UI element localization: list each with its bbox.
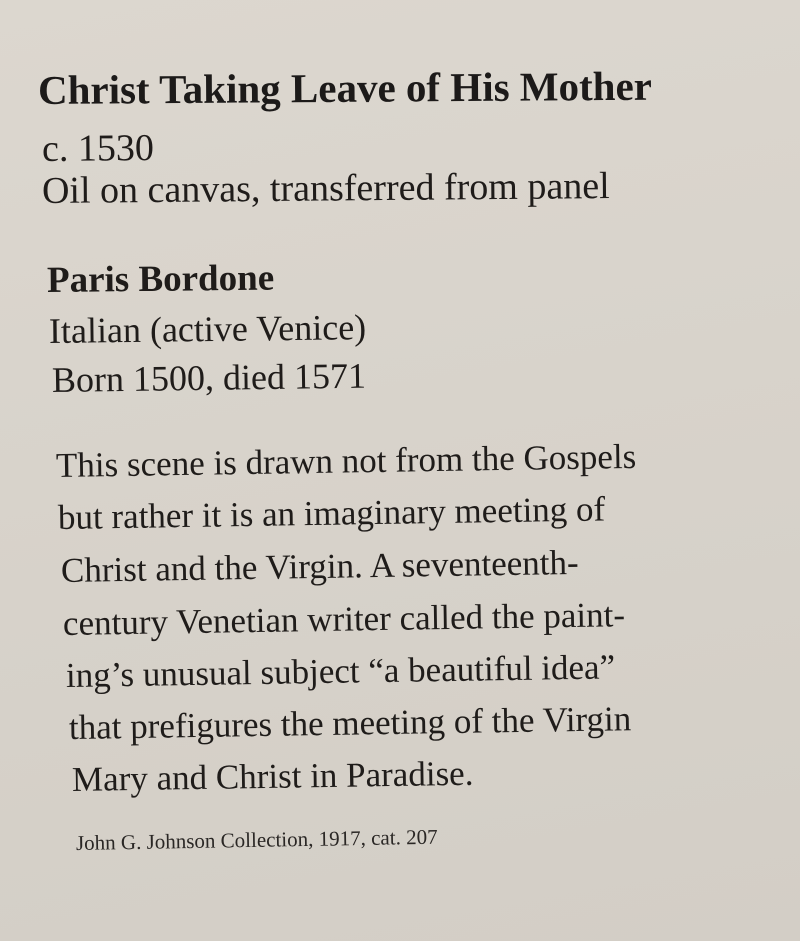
description-line: but rather it is an imaginary meeting of [57, 489, 606, 537]
artist-name: Paris Bordone [46, 257, 275, 301]
description-line: that prefigures the meeting of the Virgin [68, 699, 632, 747]
artwork-medium: Oil on canvas, transferred from panel [41, 165, 610, 212]
description-line: century Venetian writer called the paint- [62, 595, 626, 643]
artist-lifespan: Born 1500, died 1571 [51, 355, 367, 400]
description-line: ing’s unusual subject “a beautiful idea” [65, 647, 616, 695]
artwork-date: c. 1530 [41, 127, 155, 170]
artwork-title: Christ Taking Leave of His Mother [37, 62, 653, 113]
description-line: Christ and the Virgin. A seventeenth- [60, 542, 579, 590]
credit-line: John G. Johnson Collection, 1917, cat. 207 [75, 824, 438, 855]
artist-nationality: Italian (active Venice) [48, 307, 367, 351]
description-line: Mary and Christ in Paradise. [71, 753, 474, 799]
description-line: This scene is drawn not from the Gospels [55, 436, 637, 485]
